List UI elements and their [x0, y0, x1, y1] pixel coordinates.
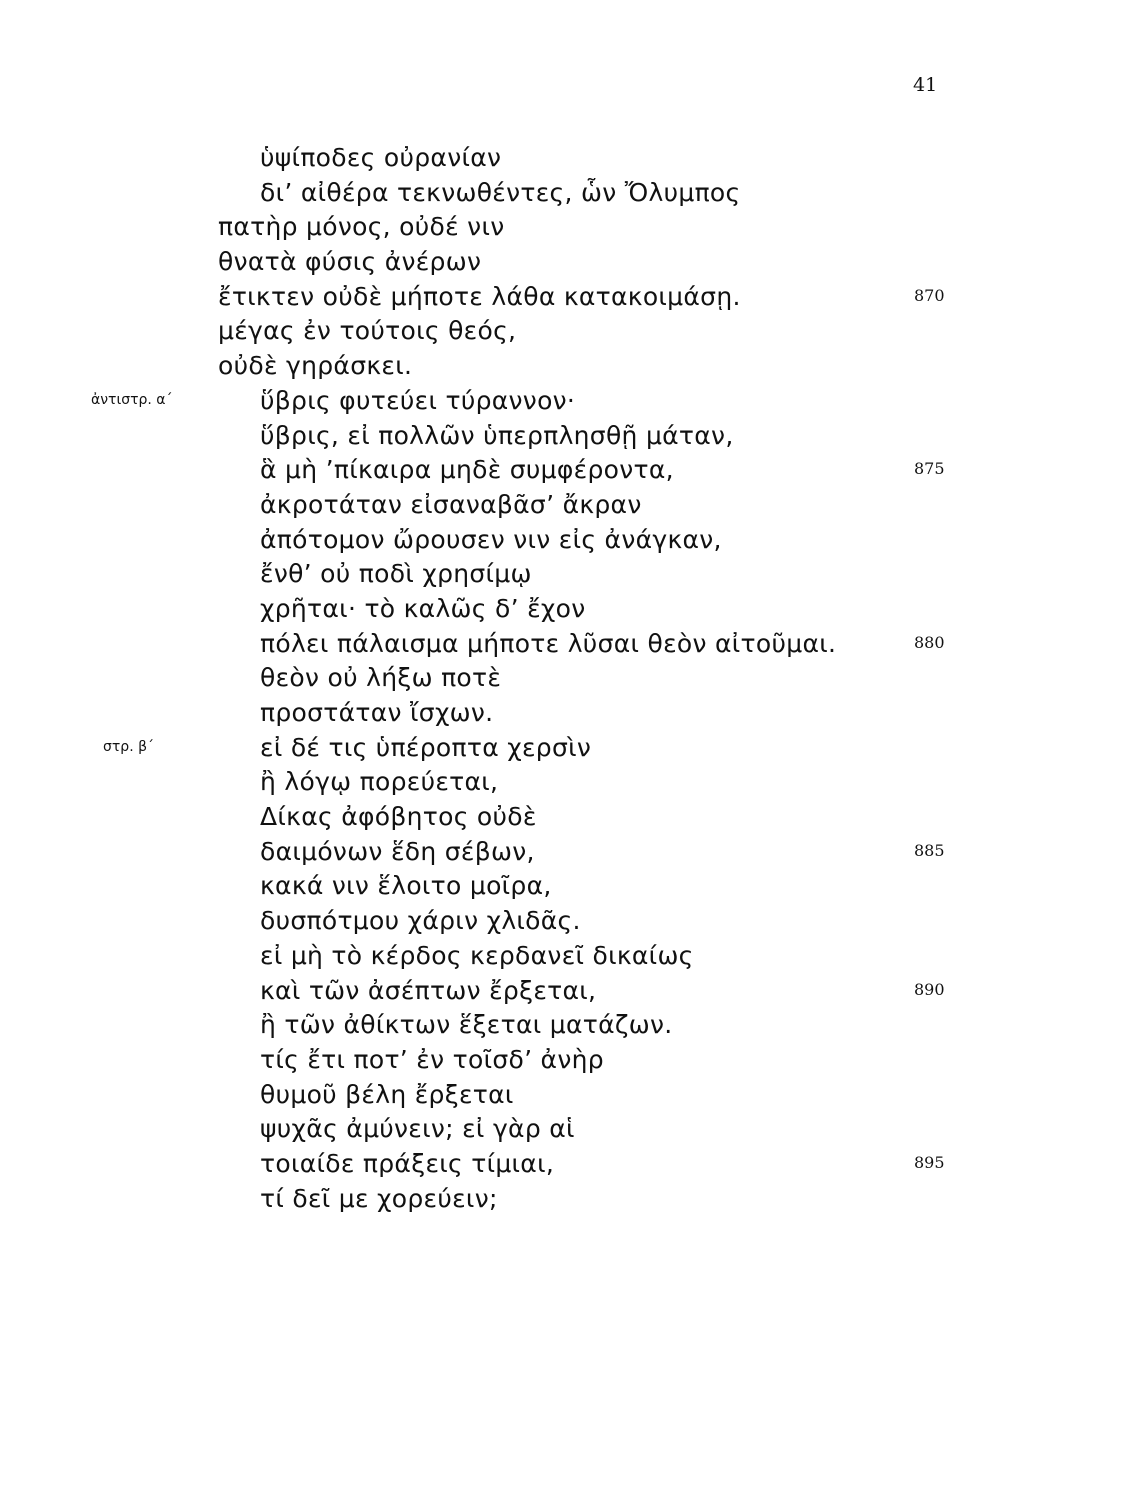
verse-line	[0, 349, 1130, 384]
verse-line	[0, 1008, 1130, 1043]
line-number: 880	[914, 632, 945, 652]
verse-text: καὶ τῶν ἀσέπτων ἔρξεται,	[260, 975, 597, 1005]
line-number: 885	[914, 840, 945, 860]
verse-text: Δίκας ἀφόβητος οὐδὲ	[260, 802, 537, 832]
verse-line	[0, 939, 1130, 974]
verse-line	[0, 210, 1130, 245]
verse-line	[0, 1112, 1130, 1147]
verse-text: τίς ἔτι ποτ’ ἐν τοῖσδ’ ἀνὴρ	[260, 1044, 604, 1074]
verse-text: ὕβρις, εἰ πολλῶν ὑπερπλησθῇ μάταν,	[260, 420, 734, 450]
verse-line	[0, 869, 1130, 904]
line-number: 875	[914, 459, 945, 479]
verse-text: χρῆται· τὸ καλῶς δ’ ἔχον	[260, 593, 586, 623]
verse-text: προστάταν ἴσχων.	[260, 698, 494, 727]
verse-text: τοιαίδε πράξεις τίμιαι,	[260, 1148, 555, 1178]
verse-text: δαιμόνων ἕδη σέβων,	[260, 836, 535, 866]
verse-line	[0, 176, 1130, 211]
verse-line	[0, 974, 1130, 1009]
verse-text: ἔτικτεν οὐδὲ μήποτε λάθα κατακοιμάσῃ.	[218, 281, 741, 311]
verse-line	[0, 731, 1130, 766]
verse-line	[0, 384, 1130, 419]
verse-text: πατὴρ μόνος, οὐδέ νιν	[218, 212, 505, 242]
verse-line	[0, 661, 1130, 696]
verse-line	[0, 592, 1130, 627]
verse-line	[0, 314, 1130, 349]
verse-text: ἔνθ’ οὐ ποδὶ χρησίμῳ	[260, 559, 532, 589]
line-number: 895	[914, 1152, 945, 1172]
verse-text: ἢ λόγῳ πορεύεται,	[260, 767, 499, 797]
verse-text: ὕβρις φυτεύει τύραννον·	[260, 385, 576, 415]
verse-text: θεὸν οὐ λήξω ποτὲ	[260, 663, 502, 693]
line-number: 870	[914, 285, 945, 305]
verse-text: δυσπότμου χάριν χλιδᾶς.	[260, 906, 581, 936]
verse-text: οὐδὲ γηράσκει.	[218, 351, 413, 381]
verse-line	[0, 141, 1130, 176]
verse-line	[0, 835, 1130, 870]
verse-text: κακά νιν ἕλοιτο μοῖρα,	[260, 871, 552, 901]
verse-line	[0, 904, 1130, 939]
verse-text: εἰ δέ τις ὑπέροπτα χερσὶν	[260, 732, 592, 762]
verse-line	[0, 419, 1130, 454]
verse-line	[0, 1182, 1130, 1217]
verse-line	[0, 245, 1130, 280]
verse-line	[0, 1078, 1130, 1113]
verse-text: ἀκροτάταν εἰσαναβᾶσ’ ἄκραν	[260, 489, 642, 519]
verse-block	[0, 141, 1130, 1216]
verse-text: δι’ αἰθέρα τεκνωθέντες, ὧν Ὄλυμπος	[260, 177, 741, 207]
verse-line	[0, 800, 1130, 835]
verse-text: τί δεῖ με χορεύειν;	[260, 1183, 498, 1213]
line-number: 890	[914, 979, 945, 999]
verse-line	[0, 1043, 1130, 1078]
section-label: στρ. β´	[103, 738, 155, 755]
verse-text: ἃ μὴ ’πίκαιρα μηδὲ συμφέροντα,	[260, 455, 674, 485]
verse-text: ὑψίποδες οὐρανίαν	[260, 143, 502, 172]
section-label: ἀντιστρ. α´	[91, 391, 173, 408]
verse-line	[0, 765, 1130, 800]
verse-line	[0, 488, 1130, 523]
verse-text: εἰ μὴ τὸ κέρδος κερδανεῖ δικαίως	[260, 940, 694, 970]
page-number: 41	[913, 74, 938, 96]
verse-line	[0, 453, 1130, 488]
verse-line	[0, 627, 1130, 662]
verse-text: πόλει πάλαισμα μήποτε λῦσαι θεὸν αἰτοῦμαι.	[260, 628, 837, 658]
verse-line	[0, 696, 1130, 731]
verse-text: μέγας ἐν τούτοις θεός,	[218, 316, 517, 346]
verse-text: θυμοῦ βέλη ἔρξεται	[260, 1079, 514, 1109]
verse-text: ἀπότομον ὤρουσεν νιν εἰς ἀνάγκαν,	[260, 524, 722, 554]
verse-text: θνατὰ φύσις ἀνέρων	[218, 247, 482, 277]
verse-line	[0, 523, 1130, 558]
verse-text: ψυχᾶς ἀμύνειν; εἰ γὰρ αἱ	[260, 1114, 575, 1144]
verse-line	[0, 280, 1130, 315]
verse-line	[0, 1147, 1130, 1182]
verse-text: ἢ τῶν ἀθίκτων ἕξεται ματάζων.	[260, 1010, 673, 1040]
verse-line	[0, 557, 1130, 592]
